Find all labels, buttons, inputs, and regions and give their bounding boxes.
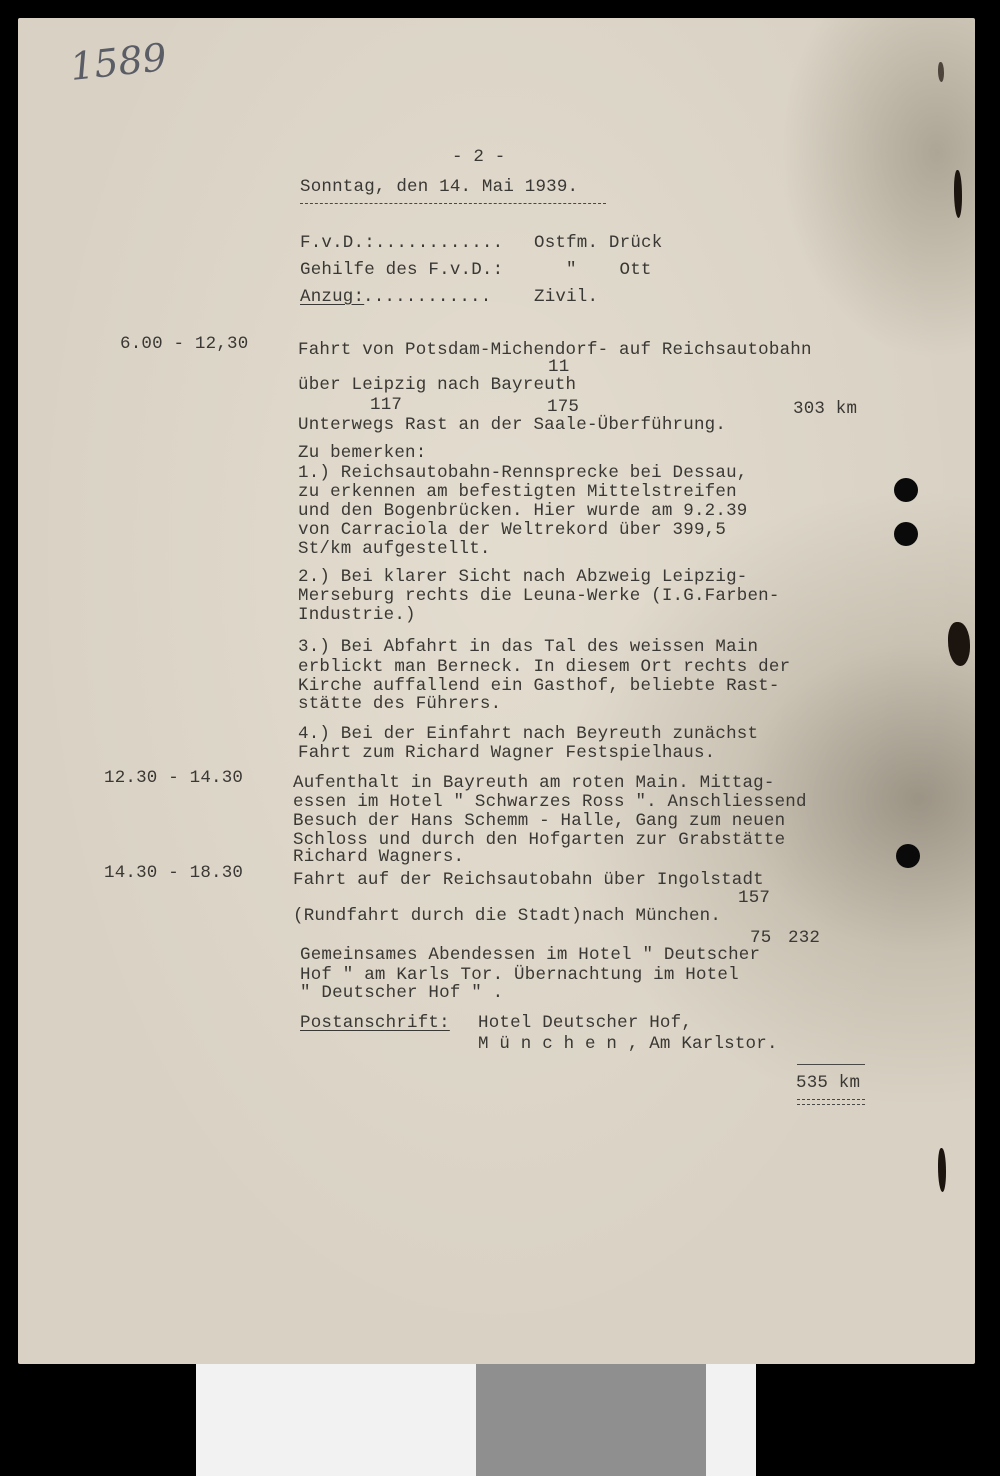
staff-value: Zivil. (534, 287, 599, 307)
remark-line: Merseburg rechts die Leuna-Werke (I.G.Farben- (298, 586, 780, 606)
distance-km: 232 (788, 928, 821, 948)
date-heading: Sonntag, den 14. Mai 1939. (300, 177, 579, 197)
postal-line: Hotel Deutscher Hof, (478, 1013, 693, 1033)
itinerary-line: Unterwegs Rast an der Saale-Überführung. (298, 415, 727, 435)
remark-line: 1.) Reichsautobahn-Rennsprecke bei Dessau, (298, 463, 748, 483)
remark-line: und den Bogenbrücken. Hier wurde am 9.2.39 (298, 501, 748, 521)
remark-line: Kirche auffallend ein Gasthof, beliebte Rast- (298, 676, 780, 696)
time-range: 12.30 - 14.30 (104, 768, 244, 788)
distance-km: 11 (548, 357, 570, 377)
itinerary-line: über Leipzig nach Bayreuth (298, 375, 577, 395)
total-double-rule (797, 1099, 865, 1100)
total-rule (797, 1064, 865, 1065)
burn-mark (938, 1148, 946, 1192)
grand-total: 535 km (796, 1073, 861, 1093)
time-range: 14.30 - 18.30 (104, 863, 244, 883)
remark-line: 2.) Bei klarer Sicht nach Abzweig Leipzig- (298, 567, 748, 587)
postal-line: M ü n c h e n , Am Karlstor. (478, 1034, 778, 1054)
burn-mark (938, 62, 944, 82)
staff-label: F.v.D.:............ (300, 233, 504, 253)
calibration-gray (476, 1364, 706, 1476)
distance-km: 117 (370, 395, 403, 415)
remark-line: erblickt man Berneck. In diesem Ort rechts der (298, 657, 791, 677)
punch-hole (896, 844, 920, 868)
burn-mark (948, 622, 970, 666)
itinerary-line: (Rundfahrt durch die Stadt)nach München. (293, 906, 722, 926)
staff-label: Gehilfe des F.v.D.: (300, 260, 504, 280)
itinerary-line: Schloss und durch den Hofgarten zur Grabstätte (293, 830, 786, 850)
remark-line: St/km aufgestellt. (298, 539, 491, 559)
itinerary-line: Fahrt von Potsdam-Michendorf- auf Reichsautobahn (298, 340, 812, 360)
itinerary-line: Fahrt auf der Reichsautobahn über Ingolstadt (293, 870, 764, 890)
staff-dots: ............ (363, 287, 492, 307)
itinerary-line: Besuch der Hans Schemm - Halle, Gang zum neuen (293, 811, 786, 831)
itinerary-line: Gemeinsames Abendessen im Hotel " Deutscher (300, 945, 761, 965)
itinerary-line: " Deutscher Hof " . (300, 983, 504, 1003)
itinerary-line: Hof " am Karls Tor. Übernachtung im Hotel (300, 965, 739, 985)
remark-line: von Carraciola der Weltrekord über 399,5 (298, 520, 727, 540)
staff-value: " Ott (566, 260, 652, 280)
time-range: 6.00 - 12,30 (120, 334, 249, 354)
total-double-rule (797, 1104, 865, 1105)
date-underline (300, 203, 606, 204)
staff-value: Ostfm. Drück (534, 233, 663, 253)
distance-km: 175 (547, 397, 580, 417)
distance-km: 157 (738, 888, 771, 908)
burn-mark (954, 170, 962, 218)
distance-km: 75 (750, 928, 772, 948)
punch-hole (894, 522, 918, 546)
remark-line: 4.) Bei der Einfahrt nach Beyreuth zunächst (298, 724, 759, 744)
calibration-white (706, 1364, 756, 1476)
staff-label: Anzug: (300, 287, 365, 307)
remarks-heading: Zu bemerken: (298, 443, 427, 463)
remark-line: Industrie.) (298, 605, 416, 625)
distance-total: 303 km (793, 399, 858, 419)
page-number: - 2 - (452, 147, 506, 167)
remark-line: Fahrt zum Richard Wagner Festspielhaus. (298, 743, 716, 763)
postal-label: Postanschrift: (300, 1013, 450, 1033)
calibration-white (196, 1364, 476, 1476)
remark-line: zu erkennen am befestigten Mittelstreifen (298, 482, 737, 502)
punch-hole (894, 478, 918, 502)
itinerary-line: Aufenthalt in Bayreuth am roten Main. Mittag- (293, 773, 775, 793)
itinerary-line: essen im Hotel " Schwarzes Ross ". Anschliessend (293, 792, 807, 812)
itinerary-line: Richard Wagners. (293, 847, 465, 867)
remark-line: stätte des Führers. (298, 694, 502, 714)
folio-number: 1589 (67, 35, 169, 89)
remark-line: 3.) Bei Abfahrt in das Tal des weissen Main (298, 637, 759, 657)
